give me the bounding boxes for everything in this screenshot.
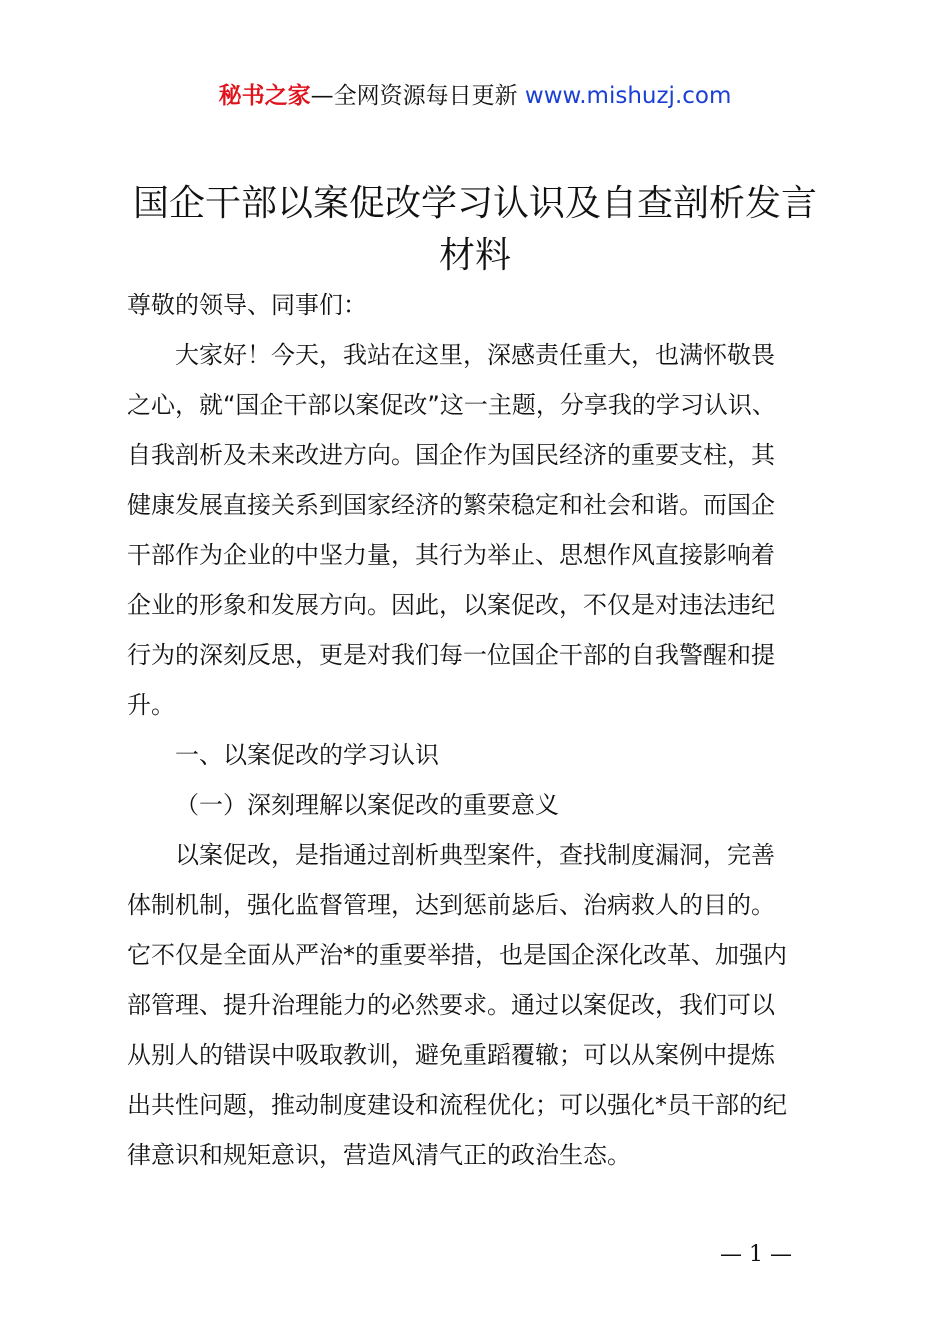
intro-paragraph xyxy=(127,330,837,730)
site-brand: 秘书之家 xyxy=(218,83,311,109)
paragraph-line: 从别人的错误中吸取教训，避免重蹈覆辙；可以从案例中提炼 xyxy=(127,1041,775,1069)
paragraph-line: 出共性问题，推动制度建设和流程优化；可以强化*员干部的纪 xyxy=(127,1091,787,1119)
paragraph-line: 部管理、提升治理能力的必然要求。通过以案促改，我们可以 xyxy=(127,991,775,1019)
intro-line: 自我剖析及未来改进方向。国企作为国民经济的重要支柱，其 xyxy=(127,441,775,469)
intro-line: 企业的形象和发展方向。因此，以案促改，不仅是对违法违纪 xyxy=(127,591,775,619)
intro-line: 大家好！今天，我站在这里，深感责任重大，也满怀敬畏 xyxy=(175,341,775,369)
salutation: 尊敬的领导、同事们： xyxy=(127,291,367,319)
intro-line: 健康发展直接关系到国家经济的繁荣稳定和社会和谐。而国企 xyxy=(127,491,775,519)
site-header xyxy=(0,78,950,114)
document-body xyxy=(127,280,837,1180)
paragraph-line: 它不仅是全面从严治*的重要举措，也是国企深化改革、加强内 xyxy=(127,941,787,969)
intro-line: 升。 xyxy=(127,691,175,719)
site-url-link[interactable]: www.mishuzj.com xyxy=(524,83,732,109)
body-paragraph xyxy=(127,830,837,1180)
title-line-1: 国企干部以案促改学习认识及自查剖析发言 xyxy=(132,183,817,224)
section-heading: 一、以案促改的学习认识 xyxy=(175,741,439,769)
intro-line: 干部作为企业的中坚力量，其行为举止、思想作风直接影响着 xyxy=(127,541,775,569)
intro-line: 行为的深刻反思，更是对我们每一位国企干部的自我警醒和提 xyxy=(127,641,775,669)
site-tagline: —全网资源每日更新 xyxy=(310,83,525,109)
paragraph-line: 体制机制，强化监督管理，达到惩前毖后、治病救人的目的。 xyxy=(127,891,775,919)
title-line-2: 材料 xyxy=(438,235,511,276)
intro-line: 之心，就“国企干部以案促改”这一主题，分享我的学习认识、 xyxy=(127,391,776,419)
page-number: — 1 — xyxy=(720,1242,792,1267)
paragraph-line: 以案促改，是指通过剖析典型案件，查找制度漏洞，完善 xyxy=(175,841,775,869)
subsection-heading: （一）深刻理解以案促改的重要意义 xyxy=(175,791,559,819)
document-title xyxy=(0,178,950,282)
paragraph-line: 律意识和规矩意识，营造风清气正的政治生态。 xyxy=(127,1141,631,1169)
